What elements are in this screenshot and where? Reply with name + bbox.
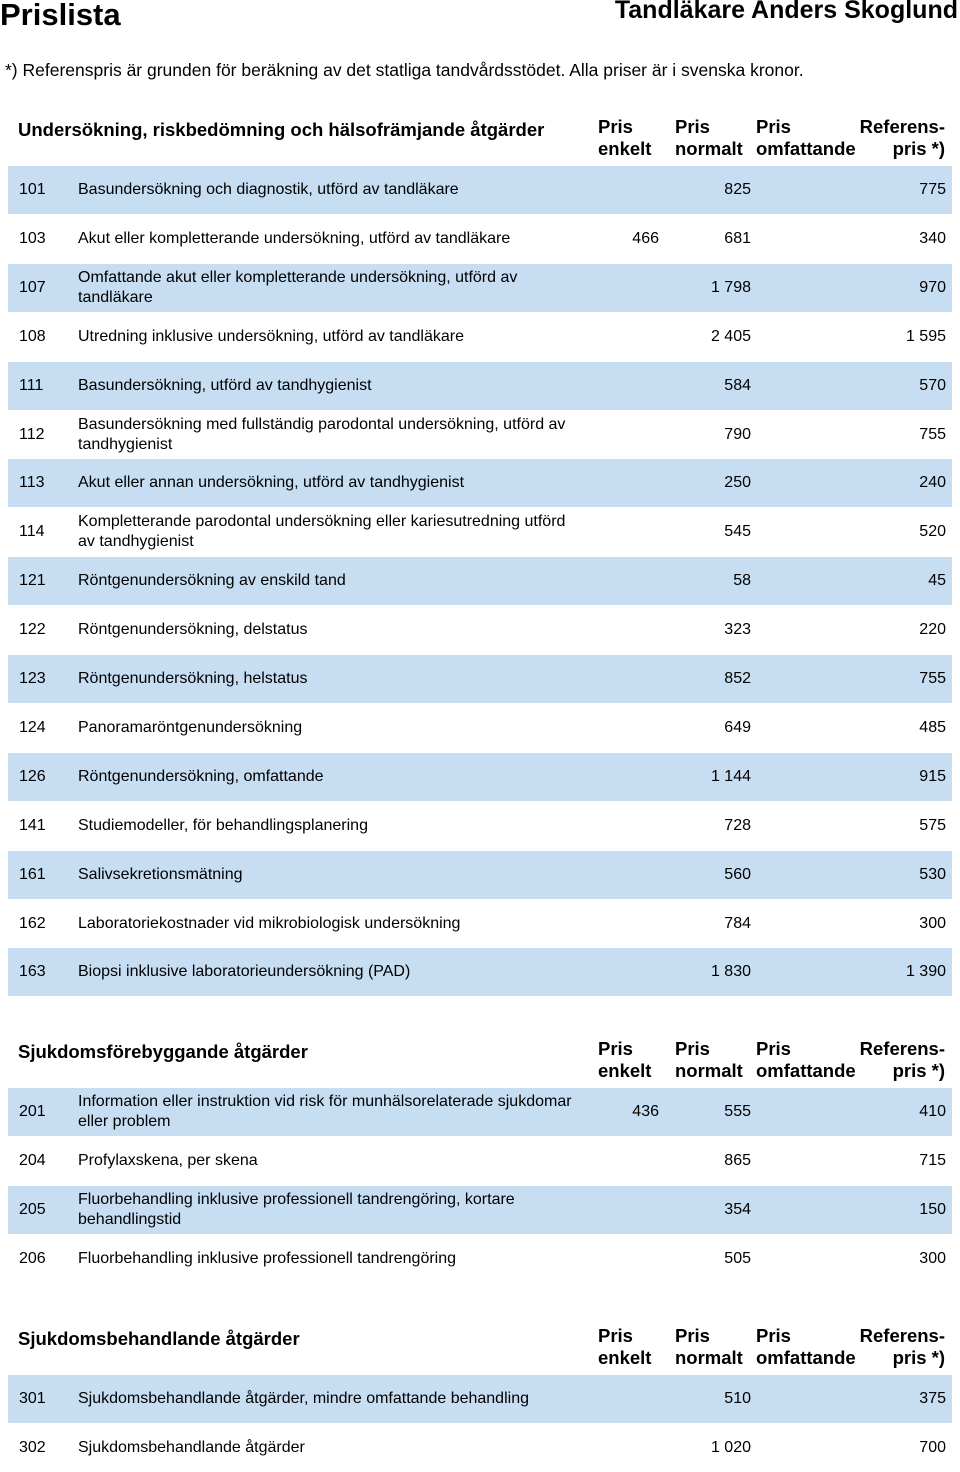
column-header-line: Pris [598, 1325, 633, 1346]
column-header-line: Pris [675, 1325, 710, 1346]
section-title: Sjukdomsförebyggande åtgärder [18, 1041, 308, 1062]
column-header-pris-normalt [675, 116, 743, 160]
table-row [8, 362, 952, 410]
column-header-referenspris [860, 1038, 945, 1082]
column-header-line: omfattande [756, 1347, 856, 1368]
section-title: Sjukdomsbehandlande åtgärder [18, 1328, 300, 1349]
treatment-description: Omfattande akut eller kompletterande undersökning, utförd av tandläkare [78, 268, 518, 306]
reference-price: 45 [928, 572, 946, 590]
price-enkelt: 466 [632, 229, 659, 247]
price-normalt: 790 [724, 425, 751, 443]
price-normalt: 584 [724, 376, 751, 394]
price-normalt: 250 [724, 474, 751, 492]
reference-price: 915 [919, 767, 946, 785]
reference-price: 530 [919, 865, 946, 883]
treatment-code: 103 [19, 229, 46, 247]
column-header-line: normalt [675, 138, 743, 159]
treatment-code: 111 [19, 376, 44, 394]
treatment-code: 161 [19, 865, 46, 883]
table-row [8, 411, 952, 459]
price-normalt: 555 [724, 1103, 751, 1120]
treatment-code: 107 [19, 278, 46, 296]
price-normalt: 865 [724, 1151, 751, 1169]
column-header-referenspris [860, 116, 945, 160]
column-header-line: Pris [756, 1038, 791, 1059]
treatment-code: 113 [19, 474, 45, 492]
table-row [8, 1375, 952, 1423]
column-header-line: Pris [756, 116, 791, 137]
price-normalt: 510 [724, 1390, 751, 1407]
table-row [8, 1088, 952, 1136]
price-normalt: 784 [724, 914, 751, 932]
treatment-description: Basundersökning, utförd av tandhygienist [78, 376, 372, 394]
table-row [8, 215, 952, 263]
treatment-description: Sjukdomsbehandlande åtgärder, mindre omfattande behandling [78, 1390, 529, 1407]
dentist-name: Tandläkare Anders Skoglund [614, 0, 958, 24]
price-normalt: 1 144 [710, 767, 751, 785]
column-header-line: enkelt [598, 138, 652, 159]
treatment-description: Utredning inklusive undersökning, utförd av tandläkare [78, 327, 465, 345]
section-header [0, 116, 960, 166]
table-row [8, 1235, 952, 1283]
column-header-line: Pris [756, 1325, 791, 1346]
reference-price: 375 [919, 1390, 946, 1407]
reference-price: 220 [919, 621, 946, 639]
treatment-description: Kompletterande parodontal undersökning eller kariesutredning utförd av tandhygienist [78, 513, 566, 551]
section-header [0, 1038, 960, 1088]
treatment-code: 206 [19, 1249, 46, 1267]
treatment-code: 108 [19, 327, 46, 345]
column-header-pris-omfattande [756, 1038, 856, 1082]
table-row [8, 508, 952, 556]
price-normalt: 58 [733, 572, 751, 590]
section-title: Undersökning, riskbedömning och hälsofrämjande åtgärder [18, 119, 545, 140]
column-header-pris-omfattande [756, 1325, 856, 1369]
section-header [0, 1325, 960, 1375]
treatment-code: 141 [19, 816, 46, 834]
treatment-code: 204 [19, 1151, 46, 1169]
treatment-code: 123 [19, 670, 46, 687]
treatment-description: Profylaxskena, per skena [78, 1151, 258, 1169]
table-row [8, 900, 952, 948]
table-row [8, 1186, 952, 1234]
table-row [8, 802, 952, 850]
reference-price: 300 [919, 914, 946, 932]
reference-price: 775 [919, 181, 946, 198]
treatment-description: Fluorbehandling inklusive professionell tandrengöring [78, 1249, 457, 1267]
column-header-line: Pris [675, 1038, 710, 1059]
treatment-code: 163 [19, 963, 46, 981]
treatment-description: Akut eller annan undersökning, utförd av tandhygienist [78, 474, 465, 492]
reference-price: 240 [919, 474, 946, 492]
reference-price: 700 [919, 1438, 946, 1456]
price-normalt: 681 [724, 229, 751, 247]
treatment-description: Fluorbehandling inklusive professionell tandrengöring, kortare behandlingstid [78, 1190, 515, 1228]
table-row [8, 606, 952, 654]
column-header-line: pris *) [892, 138, 945, 159]
table-row [8, 313, 952, 361]
column-header-line: Referens- [859, 116, 945, 137]
page-title: Prislista [0, 0, 121, 32]
table-row [8, 1137, 952, 1185]
column-header-referenspris [860, 1325, 945, 1369]
treatment-description: Basundersökning och diagnostik, utförd av tandläkare [78, 181, 459, 198]
reference-price: 755 [919, 670, 946, 687]
price-normalt: 354 [724, 1200, 751, 1218]
column-header-line: Pris [675, 116, 710, 137]
table-row [8, 851, 952, 899]
column-header-line: enkelt [598, 1347, 652, 1368]
treatment-description: Biopsi inklusive laboratorieundersökning (PAD) [78, 963, 411, 981]
price-normalt: 1 020 [710, 1438, 751, 1456]
column-header-line: Pris [598, 116, 633, 137]
column-header-pris-enkelt [598, 116, 651, 160]
price-normalt: 825 [724, 181, 751, 198]
treatment-description: Laboratoriekostnader vid mikrobiologisk undersökning [78, 914, 461, 932]
reference-price: 970 [919, 278, 946, 296]
reference-price: 300 [919, 1249, 946, 1267]
reference-price: 410 [919, 1103, 946, 1120]
reference-price: 485 [919, 718, 946, 736]
treatment-description: Basundersökning med fullständig parodontal undersökning, utförd av tandhygienist [78, 415, 566, 453]
treatment-code: 126 [19, 767, 46, 785]
column-header-pris-normalt [675, 1038, 743, 1082]
table-row [8, 1424, 952, 1472]
treatment-code: 201 [19, 1103, 46, 1120]
column-header-line: omfattande [756, 138, 856, 159]
reference-price: 575 [919, 816, 946, 834]
column-header-pris-normalt [675, 1325, 743, 1369]
price-normalt: 545 [724, 523, 751, 541]
treatment-description: Akut eller kompletterande undersökning, utförd av tandläkare [78, 229, 511, 247]
treatment-code: 101 [19, 181, 46, 198]
treatment-description: Röntgenundersökning, helstatus [78, 670, 308, 687]
price-normalt: 505 [724, 1249, 751, 1267]
column-header-pris-enkelt [598, 1325, 651, 1369]
treatment-description: Röntgenundersökning av enskild tand [78, 572, 346, 590]
column-header-line: normalt [675, 1060, 743, 1081]
treatment-code: 112 [19, 425, 45, 443]
price-normalt: 560 [724, 865, 751, 883]
reference-price: 1 595 [905, 327, 946, 345]
column-header-line: normalt [675, 1347, 743, 1368]
column-header-line: enkelt [598, 1060, 652, 1081]
reference-price-note: *) Referenspris är grunden för beräkning av det statliga tandvårdsstödet. Alla priser är i svenska kronor. [5, 60, 804, 80]
reference-price: 520 [919, 523, 946, 541]
reference-price: 570 [919, 376, 946, 394]
treatment-description: Salivsekretionsmätning [78, 865, 243, 883]
treatment-code: 121 [19, 572, 46, 590]
column-header-line: pris *) [892, 1060, 945, 1081]
price-normalt: 649 [724, 718, 751, 736]
treatment-description: Röntgenundersökning, delstatus [78, 621, 308, 639]
price-normalt: 323 [724, 621, 751, 639]
table-row [8, 655, 952, 703]
treatment-code: 124 [19, 718, 46, 736]
price-normalt: 728 [724, 816, 751, 834]
price-normalt: 1 798 [710, 278, 751, 296]
column-header-pris-enkelt [598, 1038, 651, 1082]
column-header-pris-omfattande [756, 116, 856, 160]
table-row [8, 166, 952, 214]
column-header-line: Referens- [859, 1038, 945, 1059]
table-row [8, 264, 952, 312]
table-row [8, 704, 952, 752]
treatment-description: Studiemodeller, för behandlingsplanering [78, 816, 368, 834]
column-header-line: Pris [598, 1038, 633, 1059]
column-header-line: omfattande [756, 1060, 856, 1081]
treatment-code: 301 [19, 1390, 46, 1407]
price-enkelt: 436 [632, 1103, 659, 1120]
treatment-code: 114 [19, 523, 45, 541]
reference-price: 715 [919, 1151, 946, 1169]
price-normalt: 852 [724, 670, 751, 687]
treatment-code: 122 [19, 621, 46, 639]
price-normalt: 2 405 [710, 327, 751, 345]
reference-price: 150 [919, 1200, 946, 1218]
table-row [8, 459, 952, 507]
column-header-line: Referens- [859, 1325, 945, 1346]
treatment-code: 162 [19, 914, 46, 932]
treatment-description: Information eller instruktion vid risk för munhälsorelaterade sjukdomar eller problem [78, 1093, 572, 1130]
reference-price: 755 [919, 425, 946, 443]
price-normalt: 1 830 [710, 963, 751, 981]
column-header-line: pris *) [892, 1347, 945, 1368]
treatment-description: Sjukdomsbehandlande åtgärder [78, 1438, 305, 1456]
table-row [8, 753, 952, 801]
treatment-description: Röntgenundersökning, omfattande [78, 767, 324, 785]
table-row [8, 557, 952, 605]
treatment-code: 205 [19, 1200, 46, 1218]
table-row [8, 948, 952, 996]
treatment-code: 302 [19, 1438, 46, 1456]
treatment-description: Panoramaröntgenundersökning [78, 718, 303, 736]
reference-price: 1 390 [905, 963, 946, 981]
reference-price: 340 [919, 229, 946, 247]
